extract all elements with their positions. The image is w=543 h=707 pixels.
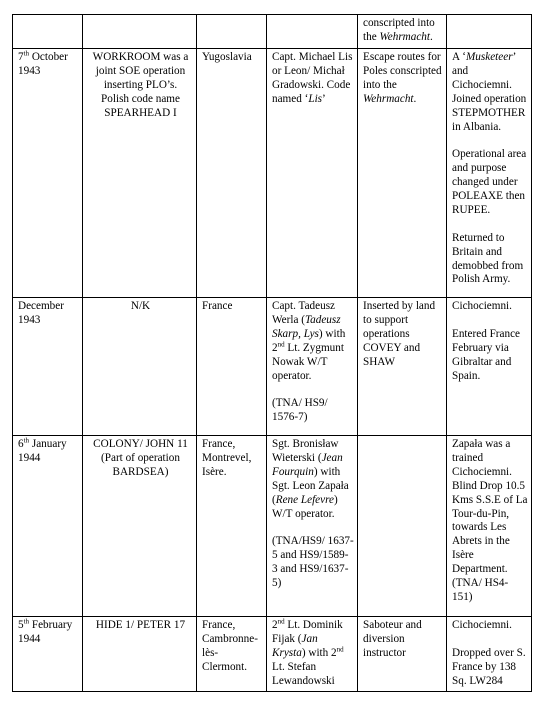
operation-cell: N/K [83, 298, 197, 436]
notes-cell: Cichociemni. Entered France February via Gibraltar and Spain. [447, 298, 532, 436]
notes-cell: A ‘Musketeer’ and Cichociemni. Joined operation STEPMOTHER in Albania. Operational area and purpose changed under POLEAXE then RUPEE. Returned to Britain and demobbed from Polish Army. [447, 49, 532, 298]
notes-cell [447, 15, 532, 49]
operations-table [12, 14, 532, 692]
country-cell: France, Montrevel, Isère. [197, 436, 267, 617]
date-cell [13, 15, 83, 49]
task-cell: conscripted into the Wehrmacht. [358, 15, 447, 49]
date-cell: 7th October 1943 [13, 49, 83, 298]
date-cell: 5th February 1944 [13, 617, 83, 692]
country-cell: France, Cambronne-lès-Clermont. [197, 617, 267, 692]
personnel-cell: Capt. Michael Lis or Leon/ Michał Gradowski. Code named ‘Lis’ [267, 49, 358, 298]
date-cell: December 1943 [13, 298, 83, 436]
personnel-cell [267, 15, 358, 49]
task-cell: Escape routes for Poles conscripted into the Wehrmacht. [358, 49, 447, 298]
operation-cell: HIDE 1/ PETER 17 [83, 617, 197, 692]
task-cell: Inserted by land to support operations COVEY and SHAW [358, 298, 447, 436]
notes-cell: Zapała was a trained Cichociemni. Blind Drop 10.5 Kms S.S.E of La Tour-du-Pin, towards Les Abrets in the Isère Department. (TNA/ HS4-151) [447, 436, 532, 617]
table-row [13, 436, 532, 617]
task-cell: Saboteur and diversion instructor [358, 617, 447, 692]
table-row [13, 617, 532, 692]
table-row [13, 49, 532, 298]
country-cell: France [197, 298, 267, 436]
date-cell: 6th January 1944 [13, 436, 83, 617]
task-cell [358, 436, 447, 617]
operation-cell [83, 15, 197, 49]
operation-cell: WORKROOM was a joint SOE operation inserting PLO’s. Polish code name SPEARHEAD I [83, 49, 197, 298]
personnel-cell: Sgt. Bronisław Wieterski (Jean Fourquin) with Sgt. Leon Zapała (Rene Lefevre) W/T operator. (TNA/HS9/ 1637-5 and HS9/1589-3 and HS9/1637-5) [267, 436, 358, 617]
table-row [13, 15, 532, 49]
operation-cell: COLONY/ JOHN 11 (Part of operation BARDSEA) [83, 436, 197, 617]
notes-cell: Cichociemni. Dropped over S. France by 138 Sq. LW284 [447, 617, 532, 692]
country-cell: Yugoslavia [197, 49, 267, 298]
table-row [13, 298, 532, 436]
personnel-cell: 2nd Lt. Dominik Fijak (Jan Krysta) with 2nd Lt. Stefan Lewandowski [267, 617, 358, 692]
personnel-cell: Capt. Tadeusz Werla (Tadeusz Skarp, Lys) with 2nd Lt. Zygmunt Nowak W/T operator. (TNA/ HS9/ 1576-7) [267, 298, 358, 436]
country-cell [197, 15, 267, 49]
